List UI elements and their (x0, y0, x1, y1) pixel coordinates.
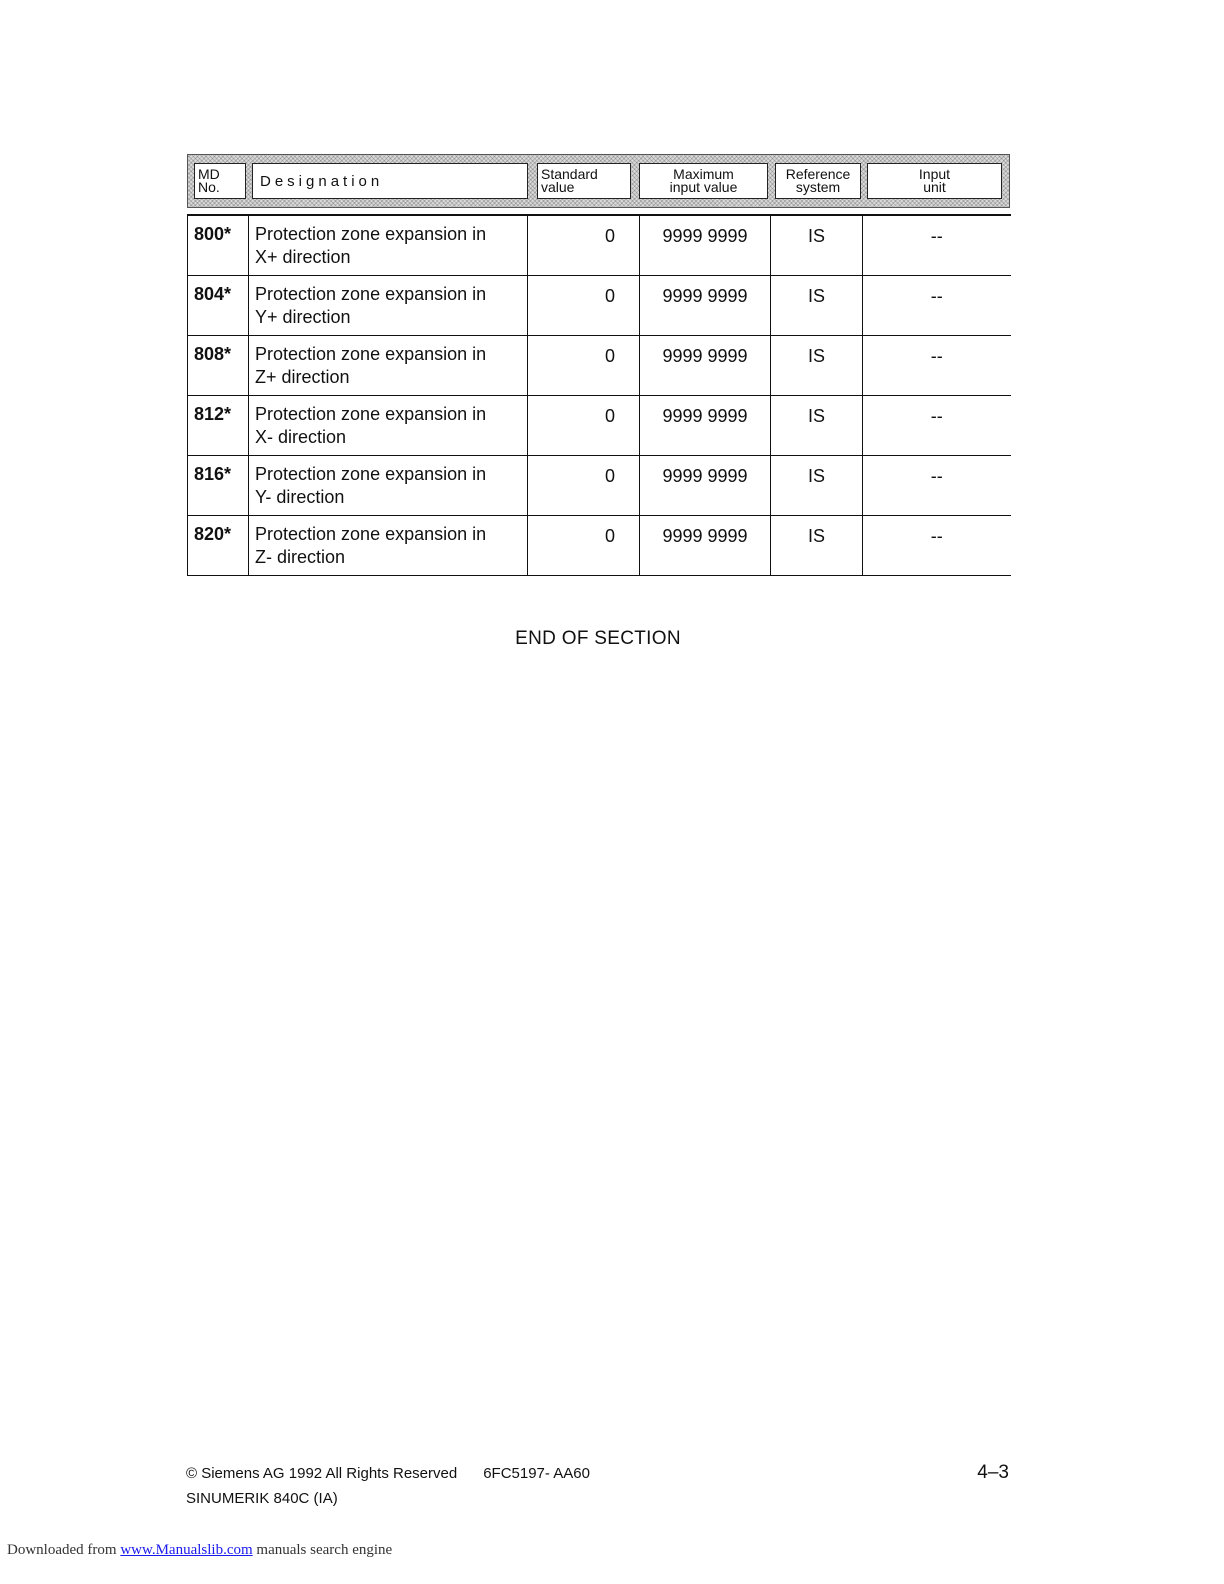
designation-line: Protection zone expansion in (255, 283, 487, 304)
reference-system: IS (771, 275, 863, 335)
download-suffix: manuals search engine (256, 1542, 393, 1558)
maximum-input-value: 9999 9999 (640, 515, 771, 575)
designation-line: Protection zone expansion in (255, 403, 487, 424)
table-row (188, 275, 1011, 335)
header-unit-line2: unit (923, 179, 946, 195)
md-number: 800* (188, 215, 249, 275)
designation-line: Protection zone expansion in (255, 343, 487, 364)
maximum-input-value: 9999 9999 (640, 275, 771, 335)
designation-cell (249, 215, 528, 275)
order-number: 6FC5197- AA60 (483, 1465, 590, 1482)
table-row (188, 335, 1011, 395)
maximum-input-value: 9999 9999 (640, 455, 771, 515)
table-row (188, 215, 1011, 275)
md-number: 804* (188, 275, 249, 335)
input-unit: -- (863, 335, 1011, 395)
designation-line: Y+ direction (255, 306, 351, 327)
header-reference-line2: system (795, 179, 841, 195)
footer-line-1 (186, 1465, 590, 1482)
standard-value: 0 (528, 395, 640, 455)
maximum-input-value: 9999 9999 (640, 395, 771, 455)
reference-system: IS (771, 515, 863, 575)
input-unit: -- (863, 215, 1011, 275)
copyright-text: © Siemens AG 1992 All Rights Reserved (186, 1465, 458, 1482)
table-row (188, 395, 1011, 455)
header-standard-line2: value (541, 179, 575, 195)
designation-line: Z- direction (255, 546, 346, 567)
md-number: 808* (188, 335, 249, 395)
header-md-line1: MD (198, 166, 220, 182)
designation-cell (249, 395, 528, 455)
md-number: 820* (188, 515, 249, 575)
header-input-unit (867, 163, 1002, 199)
header-reference-system (775, 163, 861, 199)
md-number: 812* (188, 395, 249, 455)
standard-value: 0 (528, 215, 640, 275)
designation-cell (249, 335, 528, 395)
designation-cell (249, 515, 528, 575)
header-unit-line1: Input (918, 166, 951, 182)
reference-system: IS (771, 395, 863, 455)
header-md-no (194, 163, 246, 199)
input-unit: -- (863, 275, 1011, 335)
standard-value: 0 (528, 455, 640, 515)
reference-system: IS (771, 215, 863, 275)
standard-value: 0 (528, 275, 640, 335)
input-unit: -- (863, 515, 1011, 575)
maximum-input-value: 9999 9999 (640, 335, 771, 395)
md-number: 816* (188, 455, 249, 515)
header-standard-line1: Standard (541, 166, 598, 182)
header-md-line2: No. (198, 179, 220, 195)
header-designation (252, 163, 528, 199)
header-designation-text: Designation (260, 172, 384, 190)
product-name: SINUMERIK 840C (IA) (186, 1490, 338, 1507)
page-number: 4–3 (977, 1462, 1009, 1483)
header-reference-line1: Reference (785, 166, 851, 182)
header-standard-value (537, 163, 631, 199)
table-row (188, 515, 1011, 575)
table-header (187, 154, 1010, 208)
designation-cell (249, 275, 528, 335)
maximum-input-value: 9999 9999 (640, 215, 771, 275)
designation-line: Z+ direction (255, 366, 350, 387)
standard-value: 0 (528, 515, 640, 575)
machine-data-table (187, 214, 1011, 576)
designation-line: X- direction (255, 426, 347, 447)
download-prefix: Downloaded from (7, 1542, 117, 1558)
designation-line: Protection zone expansion in (255, 523, 487, 544)
designation-line: Protection zone expansion in (255, 224, 487, 244)
end-of-section: END OF SECTION (515, 628, 681, 649)
input-unit: -- (863, 455, 1011, 515)
reference-system: IS (771, 455, 863, 515)
header-maximum-line1: Maximum (673, 166, 734, 182)
reference-system: IS (771, 335, 863, 395)
header-maximum-input-value (639, 163, 768, 199)
download-notice (7, 1542, 392, 1559)
header-maximum-line2: input value (669, 179, 738, 195)
table-row (188, 455, 1011, 515)
input-unit: -- (863, 395, 1011, 455)
designation-line: X+ direction (255, 247, 351, 267)
standard-value: 0 (528, 335, 640, 395)
designation-cell (249, 455, 528, 515)
manualslib-link[interactable]: www.Manualslib.com (120, 1542, 253, 1558)
designation-line: Y- direction (255, 486, 345, 507)
designation-line: Protection zone expansion in (255, 463, 487, 484)
